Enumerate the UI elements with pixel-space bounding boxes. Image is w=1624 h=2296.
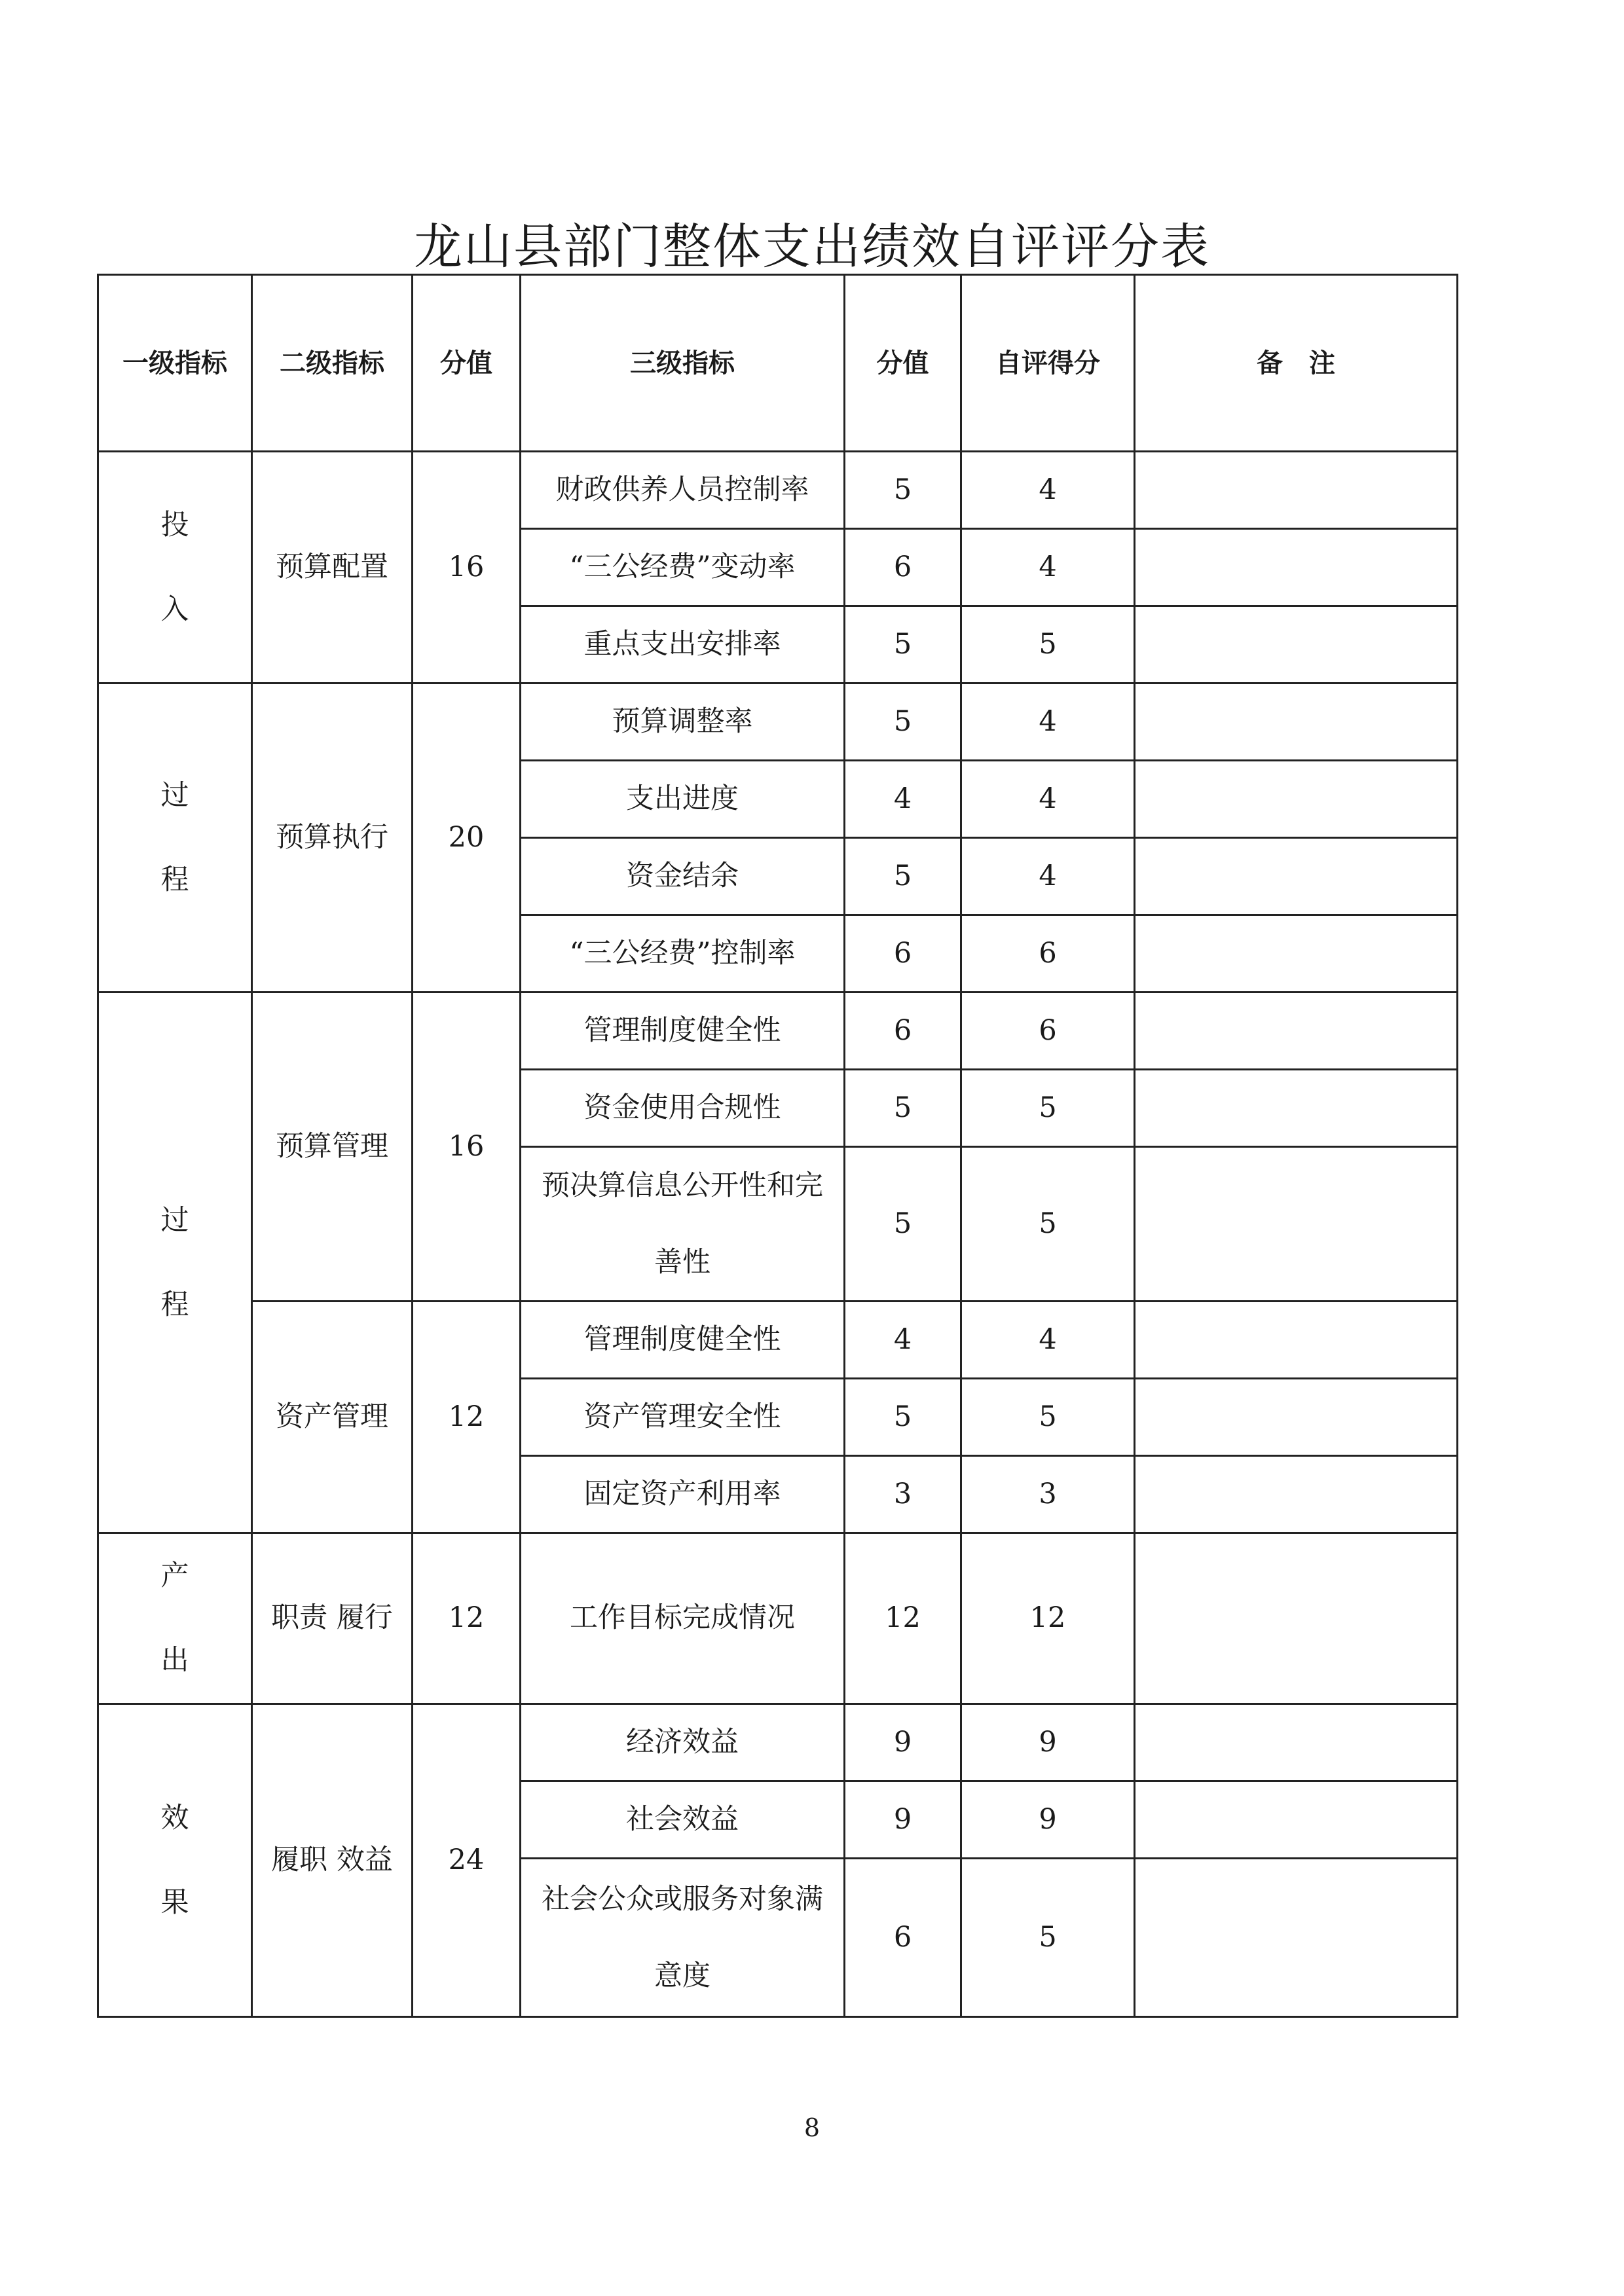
indicator-score: 5 bbox=[845, 1379, 961, 1456]
indicator-note bbox=[1135, 838, 1458, 915]
indicator-note bbox=[1135, 1147, 1458, 1302]
indicator-self-score: 4 bbox=[961, 683, 1135, 761]
indicator-score: 9 bbox=[845, 1781, 961, 1859]
header-self-score: 自评得分 bbox=[961, 275, 1135, 452]
sub-name: 资产管理 bbox=[252, 1302, 413, 1533]
indicator-self-score: 9 bbox=[961, 1781, 1135, 1859]
indicator-name: 支出进度 bbox=[521, 761, 845, 838]
indicator-score: 5 bbox=[845, 683, 961, 761]
indicator-score: 5 bbox=[845, 838, 961, 915]
indicator-note bbox=[1135, 683, 1458, 761]
indicator-name: 预决算信息公开性和完善性 bbox=[521, 1147, 845, 1302]
indicator-note bbox=[1135, 1070, 1458, 1147]
header-level3: 三级指标 bbox=[521, 275, 845, 452]
page-title: 龙山县部门整体支出绩效自评评分表 bbox=[414, 219, 1210, 275]
indicator-name: 管理制度健全性 bbox=[521, 1302, 845, 1379]
header-level1: 一级指标 bbox=[98, 275, 252, 452]
indicator-self-score: 5 bbox=[961, 1859, 1135, 2017]
indicator-self-score: 5 bbox=[961, 1147, 1135, 1302]
indicator-score: 4 bbox=[845, 1302, 961, 1379]
indicator-score: 6 bbox=[845, 1859, 961, 2017]
indicator-name: “三公经费”变动率 bbox=[521, 529, 845, 606]
indicator-note bbox=[1135, 993, 1458, 1070]
score-table bbox=[97, 274, 1458, 2018]
group-cell-output: 产出 bbox=[98, 1533, 252, 1704]
indicator-score: 4 bbox=[845, 761, 961, 838]
sub-name: 预算管理 bbox=[252, 993, 413, 1302]
indicator-name: 社会公众或服务对象满意度 bbox=[521, 1859, 845, 2017]
indicator-name: 资产管理安全性 bbox=[521, 1379, 845, 1456]
indicator-name: 管理制度健全性 bbox=[521, 993, 845, 1070]
indicator-name: “三公经费”控制率 bbox=[521, 915, 845, 993]
sub-score: 20 bbox=[413, 683, 521, 993]
indicator-score: 6 bbox=[845, 915, 961, 993]
indicator-note bbox=[1135, 1781, 1458, 1859]
indicator-note bbox=[1135, 529, 1458, 606]
indicator-name: 资金结余 bbox=[521, 838, 845, 915]
sub-score: 12 bbox=[413, 1533, 521, 1704]
group-cell-process: 过程 bbox=[98, 993, 252, 1533]
sub-score: 16 bbox=[413, 452, 521, 683]
indicator-score: 5 bbox=[845, 606, 961, 683]
indicator-score: 5 bbox=[845, 1147, 961, 1302]
indicator-score: 5 bbox=[845, 452, 961, 529]
group-cell-process: 过程 bbox=[98, 683, 252, 993]
table-row bbox=[98, 683, 1458, 761]
sub-score: 16 bbox=[413, 993, 521, 1302]
indicator-self-score: 6 bbox=[961, 993, 1135, 1070]
table-row bbox=[98, 452, 1458, 529]
indicator-self-score: 3 bbox=[961, 1456, 1135, 1533]
indicator-name: 固定资产利用率 bbox=[521, 1456, 845, 1533]
indicator-note bbox=[1135, 1859, 1458, 2017]
indicator-name: 工作目标完成情况 bbox=[521, 1533, 845, 1704]
sub-score: 12 bbox=[413, 1302, 521, 1533]
indicator-note bbox=[1135, 1456, 1458, 1533]
indicator-self-score: 4 bbox=[961, 838, 1135, 915]
indicator-score: 9 bbox=[845, 1704, 961, 1781]
indicator-score: 12 bbox=[845, 1533, 961, 1704]
indicator-score: 6 bbox=[845, 993, 961, 1070]
table-header-row bbox=[98, 275, 1458, 452]
table-row bbox=[98, 1704, 1458, 1781]
indicator-name: 财政供养人员控制率 bbox=[521, 452, 845, 529]
sub-name: 预算执行 bbox=[252, 683, 413, 993]
indicator-name: 资金使用合规性 bbox=[521, 1070, 845, 1147]
indicator-self-score: 4 bbox=[961, 529, 1135, 606]
indicator-score: 6 bbox=[845, 529, 961, 606]
indicator-self-score: 5 bbox=[961, 606, 1135, 683]
table-row bbox=[98, 993, 1458, 1070]
indicator-note bbox=[1135, 1379, 1458, 1456]
indicator-self-score: 12 bbox=[961, 1533, 1135, 1704]
sub-name: 履职 效益 bbox=[252, 1704, 413, 2017]
page-number: 8 bbox=[803, 2113, 821, 2142]
indicator-self-score: 6 bbox=[961, 915, 1135, 993]
indicator-note bbox=[1135, 1302, 1458, 1379]
sub-name: 预算配置 bbox=[252, 452, 413, 683]
indicator-self-score: 5 bbox=[961, 1379, 1135, 1456]
table-row bbox=[98, 1302, 1458, 1379]
indicator-note bbox=[1135, 606, 1458, 683]
indicator-note bbox=[1135, 915, 1458, 993]
indicator-note bbox=[1135, 761, 1458, 838]
indicator-note bbox=[1135, 1704, 1458, 1781]
indicator-note bbox=[1135, 1533, 1458, 1704]
indicator-name: 重点支出安排率 bbox=[521, 606, 845, 683]
indicator-self-score: 4 bbox=[961, 1302, 1135, 1379]
indicator-score: 3 bbox=[845, 1456, 961, 1533]
indicator-self-score: 4 bbox=[961, 761, 1135, 838]
header-level2-score: 分值 bbox=[413, 275, 521, 452]
group-cell-effect: 效果 bbox=[98, 1704, 252, 2017]
sub-name: 职责 履行 bbox=[252, 1533, 413, 1704]
header-level2: 二级指标 bbox=[252, 275, 413, 452]
indicator-name: 经济效益 bbox=[521, 1704, 845, 1781]
table-row bbox=[98, 1533, 1458, 1704]
indicator-self-score: 5 bbox=[961, 1070, 1135, 1147]
indicator-self-score: 4 bbox=[961, 452, 1135, 529]
indicator-note bbox=[1135, 452, 1458, 529]
indicator-name: 预算调整率 bbox=[521, 683, 845, 761]
header-remarks: 备 注 bbox=[1135, 275, 1458, 452]
group-cell-input: 投入 bbox=[98, 452, 252, 683]
sub-score: 24 bbox=[413, 1704, 521, 2017]
indicator-score: 5 bbox=[845, 1070, 961, 1147]
indicator-name: 社会效益 bbox=[521, 1781, 845, 1859]
indicator-self-score: 9 bbox=[961, 1704, 1135, 1781]
header-level3-score: 分值 bbox=[845, 275, 961, 452]
